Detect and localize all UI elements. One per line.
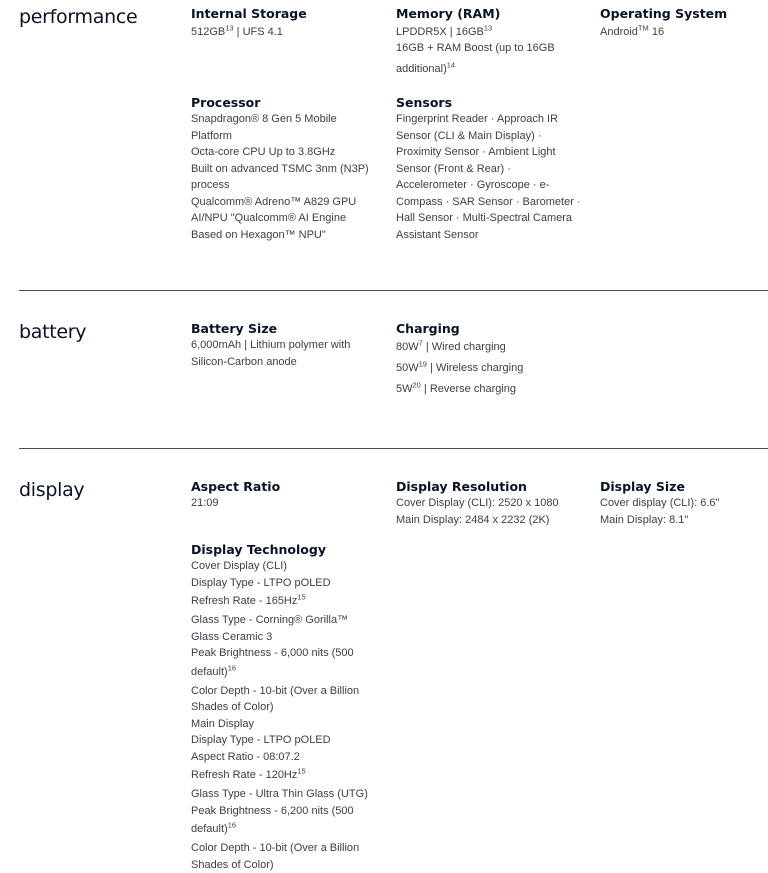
display-size-spec [600, 479, 760, 528]
processor-spec [191, 95, 391, 243]
aspect-ratio-label: Aspect Ratio [191, 479, 391, 495]
section-divider [19, 448, 768, 449]
display-technology-line: Shades of Color) [191, 699, 391, 716]
display-resolution-spec [396, 479, 596, 528]
sensors-line: Compass · SAR Sensor · Barometer · [396, 194, 606, 211]
display-technology-line: Glass Ceramic 3 [191, 629, 391, 646]
display-technology-line: Cover Display (CLI) [191, 558, 391, 575]
charging-spec [396, 321, 596, 400]
display-technology-line: Glass Type - Ultra Thin Glass (UTG) [191, 786, 391, 803]
charging-item: $50W^{19}$ | Wireless charging [396, 358, 596, 379]
aspect-ratio-spec [191, 479, 391, 512]
charging-label: Charging [396, 321, 596, 337]
processor-line: AI/NPU "Qualcomm® AI Engine [191, 210, 391, 227]
memory-line: additional)$^{14}$ [396, 61, 596, 78]
display-technology-line: Main Display [191, 716, 391, 733]
memory-spec [396, 6, 596, 77]
display-technology-line: Shades of Color) [191, 857, 391, 873]
processor-line: Snapdragon® 8 Gen 5 Mobile [191, 111, 391, 128]
internal-storage-label: Internal Storage [191, 6, 391, 22]
display-technology-line: Color Depth - 10-bit (Over a Billion [191, 683, 391, 700]
sensors-line: Accelerometer · Gyroscope · e- [396, 177, 606, 194]
sensors-line: Proximity Sensor · Ambient Light [396, 144, 606, 161]
display-resolution-label: Display Resolution [396, 479, 596, 495]
battery-size-line: 6,000mAh | Lithium polymer with [191, 337, 391, 354]
internal-storage-value: 512GB$^{13}$ | UFS 4.1 [191, 22, 391, 43]
processor-line: Based on Hexagon™ NPU" [191, 227, 391, 244]
display-technology-line: Display Type - LTPO pOLED [191, 732, 391, 749]
battery-section-title: battery [19, 321, 86, 343]
display-technology-label: Display Technology [191, 542, 391, 558]
sensors-line: Sensor (CLI & Main Display) · [396, 128, 606, 145]
sensors-line: Sensor (Front & Rear) · [396, 161, 606, 178]
os-value: Android™ 16 [600, 22, 768, 43]
processor-label: Processor [191, 95, 391, 111]
memory-label: Memory (RAM) [396, 6, 596, 22]
display-section-title: display [19, 479, 84, 501]
display-technology-line: Peak Brightness - 6,200 nits (500 [191, 803, 391, 820]
processor-line: Octa-core CPU Up to 3.8GHz [191, 144, 391, 161]
processor-line: Qualcomm® Adreno™ A829 GPU [191, 194, 391, 211]
battery-size-label: Battery Size [191, 321, 391, 337]
memory-line: 16GB + RAM Boost (up to 16GB [396, 40, 596, 57]
display-size-label: Display Size [600, 479, 760, 495]
display-technology-line: default)$^{16}$ [191, 819, 391, 840]
os-spec [600, 6, 768, 43]
display-technology-line: Aspect Ratio - 08:07.2 [191, 749, 391, 766]
display-technology-line: default)$^{16}$ [191, 662, 391, 683]
display-resolution-line: Cover Display (CLI): 2520 x 1080 [396, 495, 596, 512]
sensors-line: Hall Sensor · Multi-Spectral Camera [396, 210, 606, 227]
processor-line: process [191, 177, 391, 194]
battery-size-spec [191, 321, 391, 370]
performance-section-title: performance [19, 6, 137, 28]
memory-line: LPDDR5X | 16GB$^{13}$ [396, 22, 596, 43]
os-label: Operating System [600, 6, 768, 22]
sensors-label: Sensors [396, 95, 606, 111]
display-technology-line: Color Depth - 10-bit (Over a Billion [191, 840, 391, 857]
display-technology-spec [191, 542, 391, 873]
section-divider [19, 290, 768, 291]
processor-line: Platform [191, 128, 391, 145]
display-technology-line: Display Type - LTPO pOLED [191, 575, 391, 592]
display-size-line: Cover display (CLI): 6.6" [600, 495, 760, 512]
processor-line: Built on advanced TSMC 3nm (N3P) [191, 161, 391, 178]
aspect-ratio-value: 21:09 [191, 495, 391, 512]
internal-storage-spec [191, 6, 391, 43]
display-technology-line: Glass Type - Corning® Gorilla™ [191, 612, 391, 629]
charging-item: $5W^{20}$ | Reverse charging [396, 379, 596, 400]
display-technology-line: Refresh Rate - 120Hz$^{15}$ [191, 765, 391, 786]
charging-item: $80W^7$ | Wired charging [396, 337, 596, 358]
sensors-spec [396, 95, 606, 243]
display-technology-line: Refresh Rate - 165Hz$^{15}$ [191, 591, 391, 612]
display-technology-line: Peak Brightness - 6,000 nits (500 [191, 645, 391, 662]
sensors-line: Fingerprint Reader · Approach IR [396, 111, 606, 128]
display-resolution-line: Main Display: 2484 x 2232 (2K) [396, 512, 596, 529]
sensors-line: Assistant Sensor [396, 227, 606, 244]
battery-size-line: Silicon-Carbon anode [191, 354, 391, 371]
display-size-line: Main Display: 8.1" [600, 512, 760, 529]
